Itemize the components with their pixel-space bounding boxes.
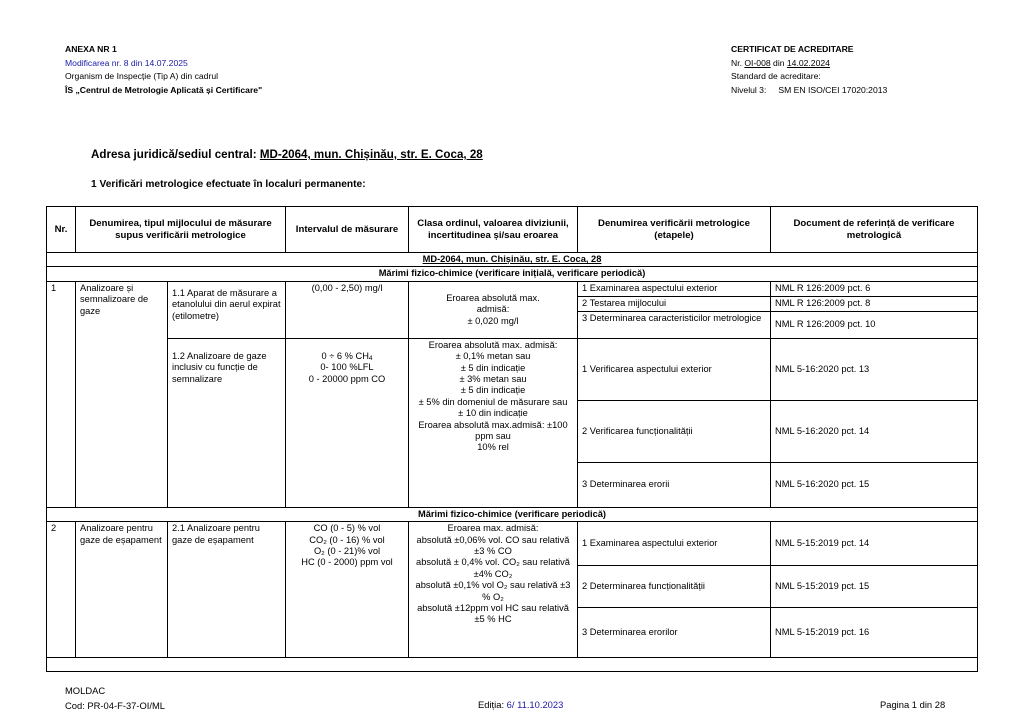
instrument-group-name: Analizoare și semnalizoare de gaze — [76, 281, 168, 507]
category-band-row — [47, 507, 978, 521]
reference-cell: NML 5-16:2020 pct. 13 — [771, 338, 978, 400]
stage-cell: 2 Testarea mijlocului — [578, 296, 771, 311]
stage-cell: 1 Verificarea aspectului exterior — [578, 338, 771, 400]
interval-line: HC (0 - 2000) ppm vol — [301, 557, 393, 568]
footer-edition — [478, 698, 563, 713]
accuracy-line: ± 5 din indicație — [460, 385, 526, 396]
stage-cell: 3 Determinarea erorilor — [578, 608, 771, 658]
reference-cell: NML R 126:2009 pct. 8 — [771, 296, 978, 311]
reference-cell: NML 5-15:2019 pct. 15 — [771, 566, 978, 608]
edition-value: 6/ 11.10.2023 — [506, 699, 564, 710]
col-header-accuracy: Clasa ordinul, valoarea diviziunii, incertitudinea și/sau eroarea — [409, 207, 578, 253]
accuracy-line: ± 0,1% metan sau — [455, 351, 531, 362]
instrument-name: 2.1 Analizoare pentru gaze de eșapament — [168, 522, 286, 658]
interval-text: 0 ÷ 6 % CH — [321, 350, 369, 361]
reference-cell: NML 5-16:2020 pct. 15 — [771, 462, 978, 507]
accuracy-line: Eroarea max. admisă: — [447, 523, 539, 534]
page-number: Pagina 1 din 28 — [880, 699, 946, 710]
standard-line — [731, 84, 887, 98]
accuracy-line: ± 5% din domeniul de măsurare sau — [418, 396, 568, 407]
section-title: 1 Verificări metrologice efectuate în localuri permanente: — [91, 179, 366, 190]
stage-cell: 1 Examinarea aspectului exterior — [578, 522, 771, 566]
accuracy-line: absolută ±0,1% vol O₂ sau relativă ±3 % O₂ — [415, 580, 571, 602]
interval-line: O₂ (0 - 21)% vol — [313, 546, 381, 557]
footer-left — [65, 684, 165, 713]
interval-line — [290, 351, 404, 362]
accuracy-cell — [409, 338, 578, 507]
instrument-name: 1.1 Aparat de măsurare a etanolului din aerul expirat (etilometre) — [168, 281, 286, 338]
measurement-interval — [286, 338, 409, 507]
reference-cell: NML 5-16:2020 pct. 14 — [771, 400, 978, 462]
instrument-group-name: Analizoare pentru gaze de eșapament — [76, 522, 168, 658]
stage-cell: 3 Determinarea erorii — [578, 462, 771, 507]
footer-code: Cod: PR-04-F-37-OI/ML — [65, 699, 166, 711]
accuracy-line: admisă: — [476, 304, 510, 315]
certificate-title: CERTIFICAT DE ACREDITARE — [731, 44, 854, 54]
accuracy-line: ± 5 din indicație — [460, 362, 526, 373]
interval-line: CO₂ (0 - 16) % vol — [309, 534, 385, 545]
col-header-stages: Denumirea verificării metrologice (etapele) — [578, 207, 771, 253]
reference-cell: NML R 126:2009 pct. 6 — [771, 281, 978, 296]
accuracy-cell — [409, 522, 578, 658]
accuracy-line: ± 3% metan sau — [459, 374, 527, 385]
row-nr: 1 — [47, 281, 76, 507]
table-header-row — [47, 207, 978, 253]
org-line-1: Organism de Inspecție (Tip A) din cadrul — [65, 71, 219, 82]
accuracy-line: Eroarea absolută max. admisă: — [428, 339, 558, 350]
standard-value: SM EN ISO/CEI 17020:2013 — [778, 84, 888, 95]
reference-cell: NML 5-15:2019 pct. 16 — [771, 608, 978, 658]
din-label: din — [770, 57, 787, 68]
address-label: Adresa juridică/sediul central: — [91, 148, 260, 161]
accuracy-line: ± 10 din indicație — [458, 408, 528, 419]
measurement-interval: (0,00 - 2,50) mg/l — [286, 281, 409, 338]
interval-line: 0- 100 %LFL — [320, 362, 374, 373]
category-band-1: Mărimi fizico-chimice (verificare inițială, verificare periodică) — [47, 267, 978, 281]
accuracy-cell — [409, 281, 578, 338]
interval-line: 0 - 20000 ppm CO — [308, 373, 386, 384]
header-left — [65, 43, 262, 97]
stage-cell: 2 Verificarea funcționalității — [578, 400, 771, 462]
col-header-name: Denumirea, tipul mijlocului de măsurare supus verificării metrologice — [76, 207, 286, 253]
reference-cell: NML R 126:2009 pct. 10 — [771, 311, 978, 338]
row-nr: 2 — [47, 522, 76, 658]
accuracy-line: ± 0,020 mg/l — [467, 315, 519, 326]
standard-label: Standard de acreditare: — [731, 71, 821, 82]
stage-cell: 3 Determinarea caracteristicilor metrologice — [578, 311, 771, 338]
measurement-interval — [286, 522, 409, 658]
accuracy-line: Eroarea absolută max. — [446, 292, 540, 303]
nr-label: Nr. — [731, 57, 745, 68]
location-band-row — [47, 253, 978, 267]
table-row — [47, 338, 978, 400]
accuracy-line: Eroarea absolută max.admisă: ±100 ppm sau — [418, 419, 568, 442]
edition-label: Ediția: — [478, 699, 507, 710]
org-line-2: ÎS „Centrul de Metrologie Aplicată și Certificare" — [65, 84, 263, 95]
table-row — [47, 281, 978, 296]
stage-cell: 1 Examinarea aspectului exterior — [578, 281, 771, 296]
col-header-interval: Intervalul de măsurare — [286, 207, 409, 253]
stage-cell: 2 Determinarea funcționalității — [578, 566, 771, 608]
accuracy-line: 10% rel — [477, 442, 509, 453]
certificate-number: OI-008 — [744, 57, 771, 68]
location-band: MD-2064, mun. Chișinău, str. E. Coca, 28 — [422, 254, 602, 264]
address-value: MD-2064, mun. Chișinău, str. E. Coca, 28 — [259, 148, 483, 161]
instrument-name: 1.2 Analizoare de gaze inclusiv cu funcție de semnalizare — [168, 338, 286, 507]
annex-title: ANEXA NR 1 — [65, 44, 117, 54]
accuracy-line: absolută ±0,06% vol. CO sau relativă ±3 % CO — [416, 534, 570, 557]
footer-org: MOLDAC — [65, 685, 106, 696]
modification-note: Modificarea nr. 8 din 14.07.2025 — [65, 57, 188, 68]
accuracy-line: absolută ± 0,4% vol. CO₂ sau relativă ±4% CO₂ — [416, 557, 570, 579]
col-header-reference: Document de referință de verificare metrologică — [771, 207, 978, 253]
header-right — [731, 43, 887, 97]
certificate-date: 14.02.2024 — [786, 57, 830, 68]
category-band-2: Mărimi fizico-chimice (verificare periodică) — [47, 507, 978, 521]
table-row — [47, 522, 978, 566]
address-line — [91, 148, 483, 161]
col-header-nr: Nr. — [47, 207, 76, 253]
empty-row — [47, 658, 978, 672]
level-label: Nivelul 3: — [731, 84, 767, 95]
interval-subscript: 4 — [368, 354, 373, 362]
certificate-number-line — [731, 57, 887, 71]
accuracy-line: absolută ±12ppm vol HC sau relativă ±5 % HC — [417, 603, 569, 625]
interval-line: CO (0 - 5) % vol — [313, 523, 381, 534]
verification-table — [46, 206, 978, 672]
category-band-row — [47, 267, 978, 281]
reference-cell: NML 5-15:2019 pct. 14 — [771, 522, 978, 566]
